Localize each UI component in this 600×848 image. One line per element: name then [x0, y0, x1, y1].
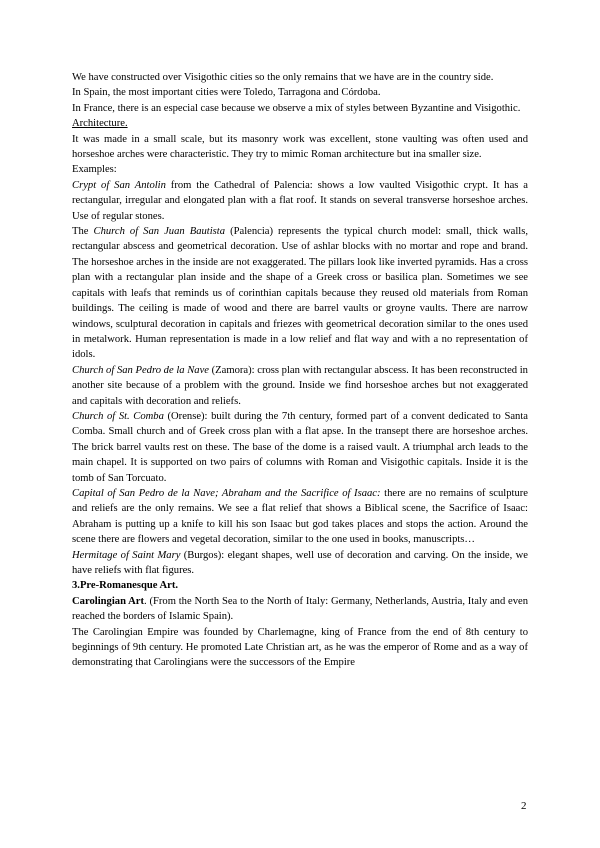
capital-text: there are no remains of sculpture and reliefs are the only remains. We see a flat relief that shows a Biblical scene, the Sacrifice of Isaac: Abraham is putting up a knife to kill his son Isaac but god takes places and stops the action. Around the scene there are flowers and vegetal decoration, similar to the one used in books, manuscripts…: [72, 487, 529, 546]
paragraph-carolingian: [72, 594, 528, 625]
capital-title: Capital of San Pedro de la Nave; Abraham and the Sacrifice of Isaac:: [72, 487, 381, 499]
st-comba-title: Church of St. Comba: [72, 410, 164, 422]
page-number: 2: [521, 800, 527, 812]
st-comba-text: (Orense): built during the 7th century, formed part of a convent dedicated to Santa Comba. Small church and of Greek cross plan with a flat apse. In the transept there are horseshoe arches. The brick barrel vaults rest on these. The base of the dome is a raised vault. A triumphal arch leads to the main chapel. It is supported on two pairs of columns with Roman and Visigothic capitals. Inside it is the tomb of San Torcuato.: [72, 410, 528, 484]
bautista-text: (Palencia) represents the typical church model: small, thick walls, rectangular abscess and geometrical decoration. Use of ashlar blocks with no mortar and rope and brand. The horseshoe arches in the inside are not exaggerated. The pillars look like inverted pyramids. Has a cross plan with a rectangular plan inside and the shape of a Greek cross or basilica plan. Sometimes we see capitals with leafs that reminds us of corinthian capitals because they reused old materials from Roman buildings. The ceiling is made of wood and there are barrel vaults or groyne vaults. There are narrow windows, sculptural decoration in capitals and friezes with geometrical decoration similar to the ones used in metalwork. Human representation is made in a low relief and flat way and with a no representation of idols.: [72, 226, 528, 361]
paragraph-capital: [72, 486, 528, 548]
paragraph-carolingian-empire: The Carolingian Empire was founded by Charlemagne, king of France from the end of 8th century to beginnings of 9th century. He promoted Late Christian art, as he was the emperor of Rome and as a way of demonstrating that Carolingians were the successors of the Empire: [72, 626, 528, 669]
hermitage-text: (Burgos): elegant shapes, well use of decoration and carving. On the inside, we have reliefs with flat figures.: [72, 549, 528, 576]
paragraph-hermitage: [72, 548, 528, 579]
carolingian-text: . (From the North Sea to the North of Italy: Germany, Netherlands, Austria, Italy and even reached the borders of Islamic Spain).: [72, 595, 529, 623]
hermitage-title: Hermitage of Saint Mary: [72, 549, 181, 561]
paragraph-architecture: It was made in a small scale, but its masonry work was excellent, stone vaulting was often used and horseshoe arches were characteristic. They try to mimic Roman architecture but ina smaller size.: [72, 133, 528, 161]
san-pedro-text: (Zamora): cross plan with rectangular abscess. It has been reconstructed in another site because of a problem with the ground. Inside we find horseshoe arches but not exaggerated and capitals with decoration and reliefs.: [72, 364, 528, 407]
document-body: [72, 70, 528, 671]
bautista-title: Church of San Juan Bautista: [93, 226, 226, 238]
paragraph-france: In France, there is an especial case because we observe a mix of styles between Byzantine and Visigothic.: [72, 102, 521, 114]
architecture-heading: Architecture.: [72, 118, 128, 130]
paragraph-spain-cities: In Spain, the most important cities were Toledo, Tarragona and Córdoba.: [72, 87, 381, 99]
san-pedro-title: Church of San Pedro de la Nave: [72, 364, 209, 376]
carolingian-title: Carolingian Art: [72, 595, 145, 607]
examples-label: Examples:: [72, 164, 117, 176]
crypt-title: Crypt of San Antolin: [72, 179, 166, 191]
paragraph-crypt: [72, 178, 528, 224]
paragraph-st-comba: [72, 409, 528, 486]
paragraph-bautista: [72, 224, 528, 363]
paragraph-country-side: We have constructed over Visigothic cities so the only remains that we have are in the country side.: [72, 72, 494, 83]
section-heading: 3.Pre-Romanesque Art.: [72, 580, 179, 592]
crypt-text: from the Cathedral of Palencia: shows a low vaulted Visigothic crypt. It has a rectangular, irregular and elongated plan with a flat roof. It stands on several transverse horseshoe arches. Use of regular stones.: [72, 179, 528, 222]
bautista-pre: The: [72, 226, 94, 238]
paragraph-san-pedro: [72, 363, 528, 409]
